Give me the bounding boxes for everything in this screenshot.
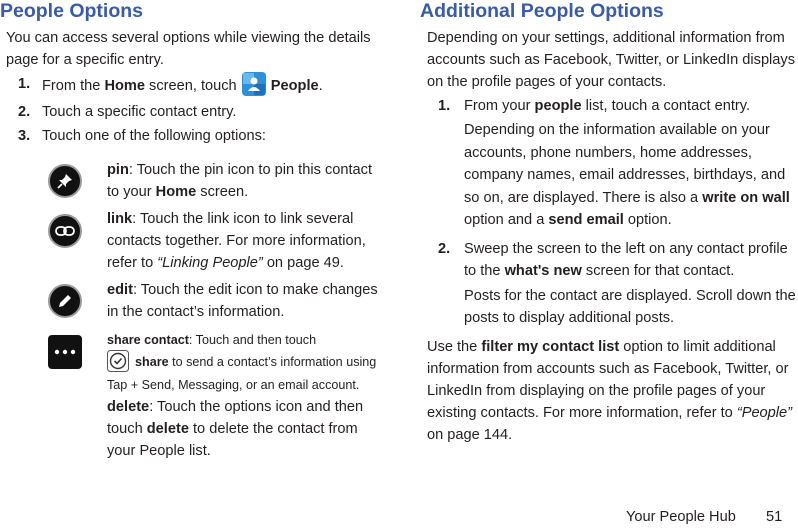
- people-app-icon: [241, 71, 267, 97]
- option-edit: edit: Touch the edit icon to make changes in the contact’s information.: [107, 282, 378, 320]
- cross-reference: “Linking People”: [157, 255, 263, 271]
- step-number: 2.: [18, 104, 31, 120]
- step-1: 1. From the Home screen, touch People.: [0, 73, 385, 99]
- step-number: 1.: [438, 98, 451, 114]
- step-2: 2. Touch a specific contact entry.: [0, 101, 385, 123]
- right-step-1-detail: Depending on the information available on your accounts, phone numbers, home addresses, company names, email addresses, birthdays, and so on, are displayed. There is also a write on wall option and a send email option.: [464, 122, 790, 228]
- more-options-icon: [48, 335, 82, 369]
- right-step-1: 1. From your people list, touch a contact entry.: [420, 95, 798, 117]
- option-pin: pin: Touch the pin icon to pin this contact to your Home screen.: [107, 162, 373, 200]
- step-number: 1.: [18, 76, 31, 92]
- cross-reference: “People”: [736, 404, 793, 421]
- people-options-intro: You can access several options while viewing the details page for a specific entry.: [6, 30, 371, 68]
- pin-icon: [48, 164, 82, 198]
- footer-section-title: Your People Hub: [626, 509, 736, 525]
- step-number: 3.: [18, 128, 31, 144]
- people-options-heading: People Options: [0, 0, 144, 22]
- link-icon: [48, 214, 82, 248]
- left-column: [0, 0, 385, 459]
- right-step-2-detail: Posts for the contact are displayed. Scroll down the posts to display additional posts.: [464, 287, 796, 326]
- page-footer: [626, 506, 796, 528]
- additional-options-intro: Depending on your settings, additional information from accounts such as Facebook, Twitter, or LinkedIn displays on the profile pages of your contacts.: [427, 30, 796, 90]
- right-column: [420, 0, 798, 446]
- right-step-2: 2. Sweep the screen to the left on any contact profile to the what's new screen for that contact.: [420, 238, 798, 283]
- step-3: 3. Touch one of the following options:: [0, 125, 385, 147]
- option-link: link: Touch the link icon to link several contacts together. For more information, refer to “Linking People” on page 49.: [107, 211, 366, 271]
- edit-icon: [48, 284, 82, 318]
- additional-people-options-heading: Additional People Options: [420, 0, 664, 22]
- option-share-contact: share contact: Touch and then touch share to send a contact’s information using Tap + Send, Messaging, or an email account.: [107, 333, 377, 392]
- option-delete: delete: Touch the options icon and then touch delete to delete the contact from your People list.: [107, 399, 364, 459]
- check-circle-icon: [107, 350, 129, 372]
- filter-contact-list-paragraph: Use the filter my contact list option to limit additional information from accounts such as Facebook, Twitter, or LinkedIn from displaying on the profile pages of your existing contacts. For more information, refer to “People” on page 144.: [427, 338, 793, 443]
- step-number: 2.: [438, 240, 451, 257]
- page-number: 51: [766, 509, 783, 525]
